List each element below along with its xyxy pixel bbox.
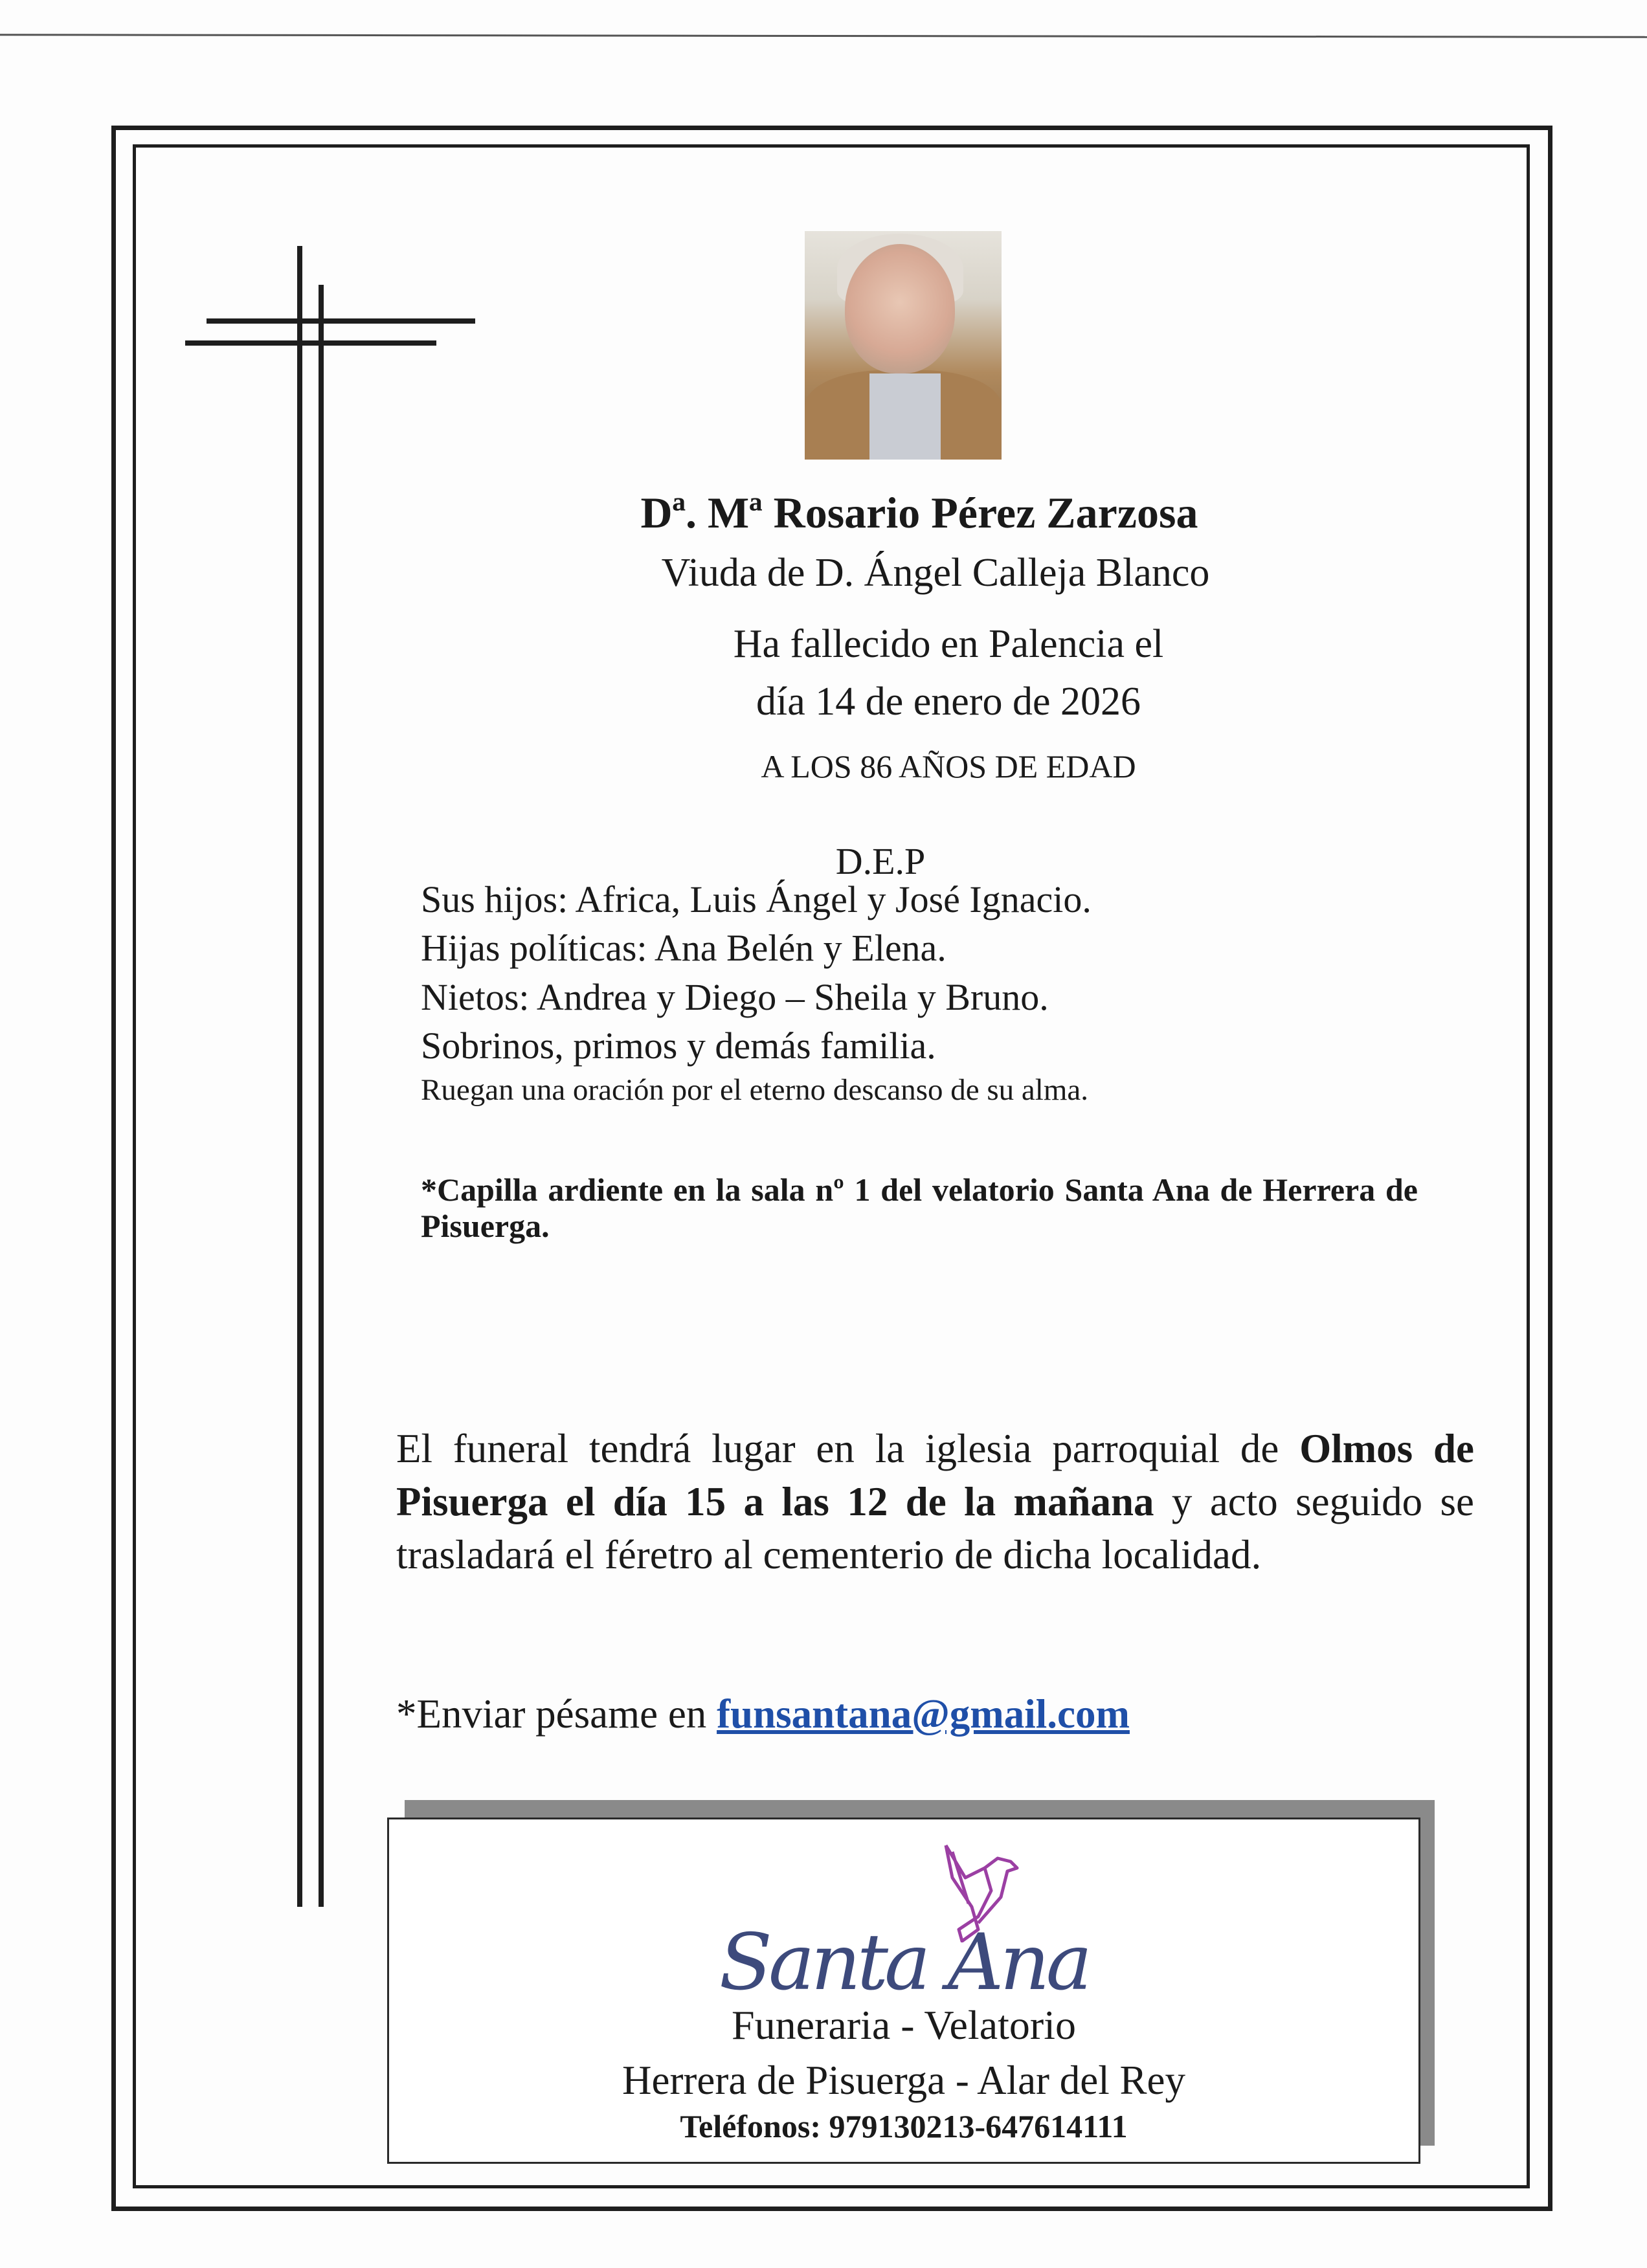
scan-edge-line bbox=[0, 34, 1647, 38]
family-in-laws: Hijas políticas: Ana Belén y Elena. bbox=[421, 927, 947, 970]
funeral-text-end: y acto seguido se trasladará el féretro al cementerio de dicha localidad. bbox=[396, 1479, 1474, 1577]
funeral-place-time: Olmos de Pisuerga el día 15 a las 12 de la mañana bbox=[396, 1426, 1474, 1524]
brand-logo: Santa Ana bbox=[719, 1918, 1089, 2008]
prayer-request: Ruegan una oración por el eterno descanso de su alma. bbox=[421, 1073, 1089, 1107]
family-others: Sobrinos, primos y demás familia. bbox=[421, 1025, 936, 1067]
condolences bbox=[396, 1691, 1130, 1738]
deceased-name: Dª. Mª Rosario Pérez Zarzosa bbox=[640, 488, 1198, 537]
funeral-home-subtitle: Funeraria - Velatorio bbox=[732, 2002, 1076, 2048]
family-list bbox=[421, 875, 1092, 1110]
family-grandchildren: Nietos: Andrea y Diego – Sheila y Bruno. bbox=[421, 975, 1049, 1018]
condolences-label: *Enviar pésame en bbox=[396, 1691, 717, 1737]
widow-of: Viuda de D. Ángel Calleja Blanco bbox=[661, 551, 1210, 595]
family-children: Sus hijos: Africa, Luis Ángel y José Ignacio. bbox=[421, 878, 1092, 920]
deceased-photo bbox=[805, 231, 1002, 460]
rip: D.E.P bbox=[835, 840, 926, 882]
death-date: día 14 de enero de 2026 bbox=[756, 680, 1141, 724]
age: A LOS 86 AÑOS DE EDAD bbox=[761, 748, 1136, 784]
funeral-text: El funeral tendrá lugar en la iglesia parroquial de bbox=[396, 1426, 1300, 1471]
funeral-home-phones: Teléfonos: 979130213-647614111 bbox=[680, 2108, 1128, 2144]
funeral-info bbox=[396, 1422, 1474, 1581]
funeral-home-locations: Herrera de Pisuerga - Alar del Rey bbox=[622, 2058, 1185, 2103]
email-link[interactable]: funsantana@gmail.com bbox=[717, 1691, 1130, 1737]
chapel-info: *Capilla ardiente en la sala nº 1 del velatorio Santa Ana de Herrera de Pisuerga. bbox=[421, 1172, 1418, 1244]
death-place: Ha fallecido en Palencia el bbox=[733, 622, 1164, 666]
funeral-home-card bbox=[387, 1818, 1420, 2164]
